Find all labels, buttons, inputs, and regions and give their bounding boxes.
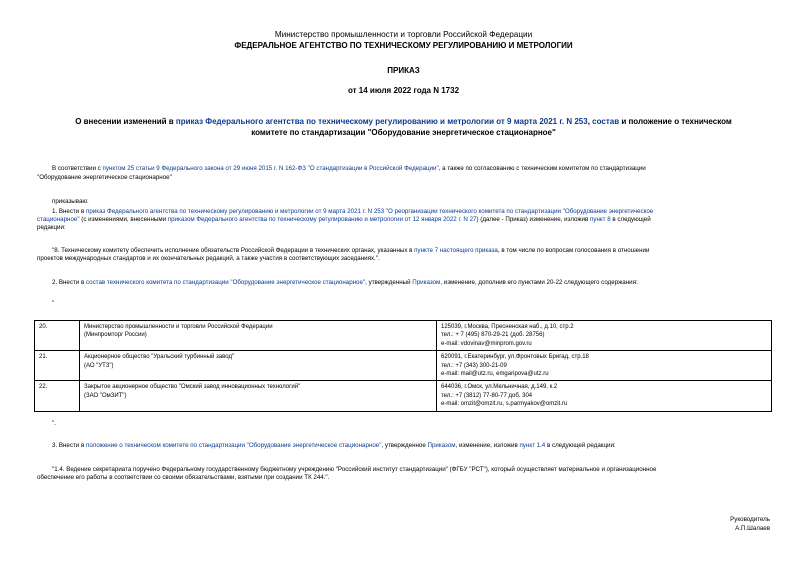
phone: тел.: +7 (3812) 77-80-77 доб. 304 <box>441 392 533 399</box>
order-27-link[interactable]: приказом Федерального агентства по техническому регулированию и метрологии от 12 января 2022 г. N 27 <box>167 216 477 223</box>
title-text: и положение о техническом <box>619 117 732 126</box>
item3-text: , изменение, изложив <box>455 442 520 449</box>
address: 644036, г.Омск, ул.Мельничная, д.149, к.2 <box>441 384 558 391</box>
committee-members-table <box>34 320 772 412</box>
item1-text: в следующей <box>610 216 651 223</box>
quote14-line2: обеспечение его работы в соответствии со своими обязательствами, взятыми при создании ТК 244.". <box>37 474 330 481</box>
item3-text: , утвержденное <box>381 442 428 449</box>
federal-law-link[interactable]: пунктом 25 статьи 9 Федерального закона от 29 июня 2015 г. N 162-ФЗ "О стандартизации в Российской Федерации" <box>102 165 439 172</box>
contacts-cell <box>437 321 772 351</box>
order-link[interactable]: Приказом <box>412 279 441 286</box>
quote-open: " <box>52 300 55 307</box>
table-row <box>35 351 772 381</box>
preamble <box>52 165 772 173</box>
item3 <box>52 442 777 450</box>
item2-text: , утвержденный <box>365 279 413 286</box>
email: e-mail: vdovinav@minprom.gov.ru <box>441 340 532 347</box>
item1-line2 <box>37 216 777 224</box>
preamble-line2: "Оборудование энергетическое стационарное" <box>37 174 172 181</box>
ministry-name: Министерство промышленности и торговли Российской Федерации <box>274 30 533 39</box>
document-title-line2: комитете по стандартизации "Оборудование энергетическое стационарное" <box>251 128 556 137</box>
item3-text: в следующей редакции: <box>545 442 616 449</box>
quote8-text: , в том числе по вопросам голосования в отношении <box>497 247 650 254</box>
item3-text: 3. Внести в <box>52 442 86 449</box>
quote8-text: "8. Техническому комитету обеспечить исполнение обязательств Российской Федерации в технических органах, указанных в <box>52 247 415 254</box>
quote14-line1: "1.4. Ведение секретариата поручено Федеральному государственному бюджетному учреждению "Российский институт стандартизации" (ФГБУ "РСТ"), который осуществляет материальное и организационное <box>52 466 657 473</box>
table-row <box>35 381 772 411</box>
title-order-link[interactable]: приказ Федерального агентства по техническому регулированию и метрологии от 9 марта 2021 г. N 253 <box>175 117 588 126</box>
contacts-cell <box>437 351 772 381</box>
organization-short-name: (ЗАО "ОмЗИТ") <box>84 392 127 399</box>
item1-text: ) (далее - Приказ) изменение, изложив <box>476 216 591 223</box>
document-date-number: от 14 июля 2022 года N 1732 <box>347 86 460 95</box>
title-text: , <box>587 117 593 126</box>
address: 620091, г.Екатеринбург, ул.Фронтовых Бригад, стр.18 <box>441 354 589 361</box>
quote8-line2: проектов международных стандартов и их окончательных редакций, а также участия в соответствующих заседаниях.". <box>37 255 380 262</box>
organization-name: Министерство промышленности и торговли Российской Федерации <box>84 324 273 330</box>
title-text: О внесении изменений в <box>75 117 176 126</box>
address: 125039, г.Москва, Пресненская наб., д.10, стр.2 <box>441 324 574 330</box>
document-type: ПРИКАЗ <box>387 66 420 75</box>
organization-cell <box>80 351 437 381</box>
contacts-cell <box>437 381 772 411</box>
signature-role: Руководитель <box>730 516 770 523</box>
title-composition-link[interactable]: состав <box>592 117 620 126</box>
item2-text: , изменение, дополнив его пунктами 20-22 следующего содержания: <box>440 279 638 286</box>
order-253-link[interactable]: приказ Федерального агентства по техническому регулированию и метрологии от 9 марта 2021 г. N 253 "О реорганизации технического комитета по стандартизации "Оборудование энергетическое <box>85 208 654 215</box>
order-253-link-cont[interactable]: стационарное" <box>37 216 80 223</box>
email: e-mail: omzit@omzit.ru, s.parmyakov@omzit.ru <box>441 401 568 408</box>
organization-cell <box>80 321 437 351</box>
signature-name: А.П.Шалаев <box>735 525 770 532</box>
quote-close: ". <box>52 420 56 427</box>
preamble-text: , а также по согласованию с техническим комитетом по стандартизации <box>438 165 646 172</box>
point-1-4-link[interactable]: пункт 1.4 <box>519 442 546 449</box>
point-7-link[interactable]: пункте 7 настоящего приказа <box>414 247 498 254</box>
row-number: 22. <box>35 381 80 411</box>
item1-text: 1. Внести в <box>52 208 86 215</box>
organization-cell <box>80 381 437 411</box>
item2 <box>52 279 777 287</box>
order-word: приказываю: <box>52 198 89 205</box>
item1-text: (с изменениями, внесенными <box>79 216 168 223</box>
committee-composition-link[interactable]: состав технического комитета по стандартизации "Оборудование энергетическое стационарное" <box>85 279 366 286</box>
preamble-text: В соответствии с <box>52 165 103 172</box>
point-8-link[interactable]: пункт 8 <box>590 216 611 223</box>
row-number: 20. <box>35 321 80 351</box>
document-title <box>0 117 807 127</box>
organization-name: Закрытое акционерное общество "Омский завод инновационных технологий" <box>84 384 301 391</box>
item2-text: 2. Внести в <box>52 279 86 286</box>
order-link[interactable]: Приказом <box>427 442 456 449</box>
phone: тел.: +7 (343) 300-21-09 <box>441 362 507 369</box>
committee-regulation-link[interactable]: положение о техническом комитете по стандартизации "Оборудование энергетическое стационарное" <box>85 442 382 449</box>
email: e-mail: mail@utz.ru, emgaripova@utz.ru <box>441 371 549 378</box>
organization-name: Акционерное общество "Уральский турбинный завод" <box>84 354 235 361</box>
organization-short-name: (АО "УТЗ") <box>84 362 114 369</box>
organization-short-name: (Минпромторг России) <box>84 332 147 339</box>
phone: тел.: + 7 (495) 870-29-21 (доб. 28756) <box>441 332 545 339</box>
table-row <box>35 321 772 351</box>
row-number: 21. <box>35 351 80 381</box>
agency-name: ФЕДЕРАЛЬНОЕ АГЕНТСТВО ПО ТЕХНИЧЕСКОМУ РЕГУЛИРОВАНИЮ И МЕТРОЛОГИИ <box>234 41 573 50</box>
item1-line3: редакции: <box>37 224 66 231</box>
